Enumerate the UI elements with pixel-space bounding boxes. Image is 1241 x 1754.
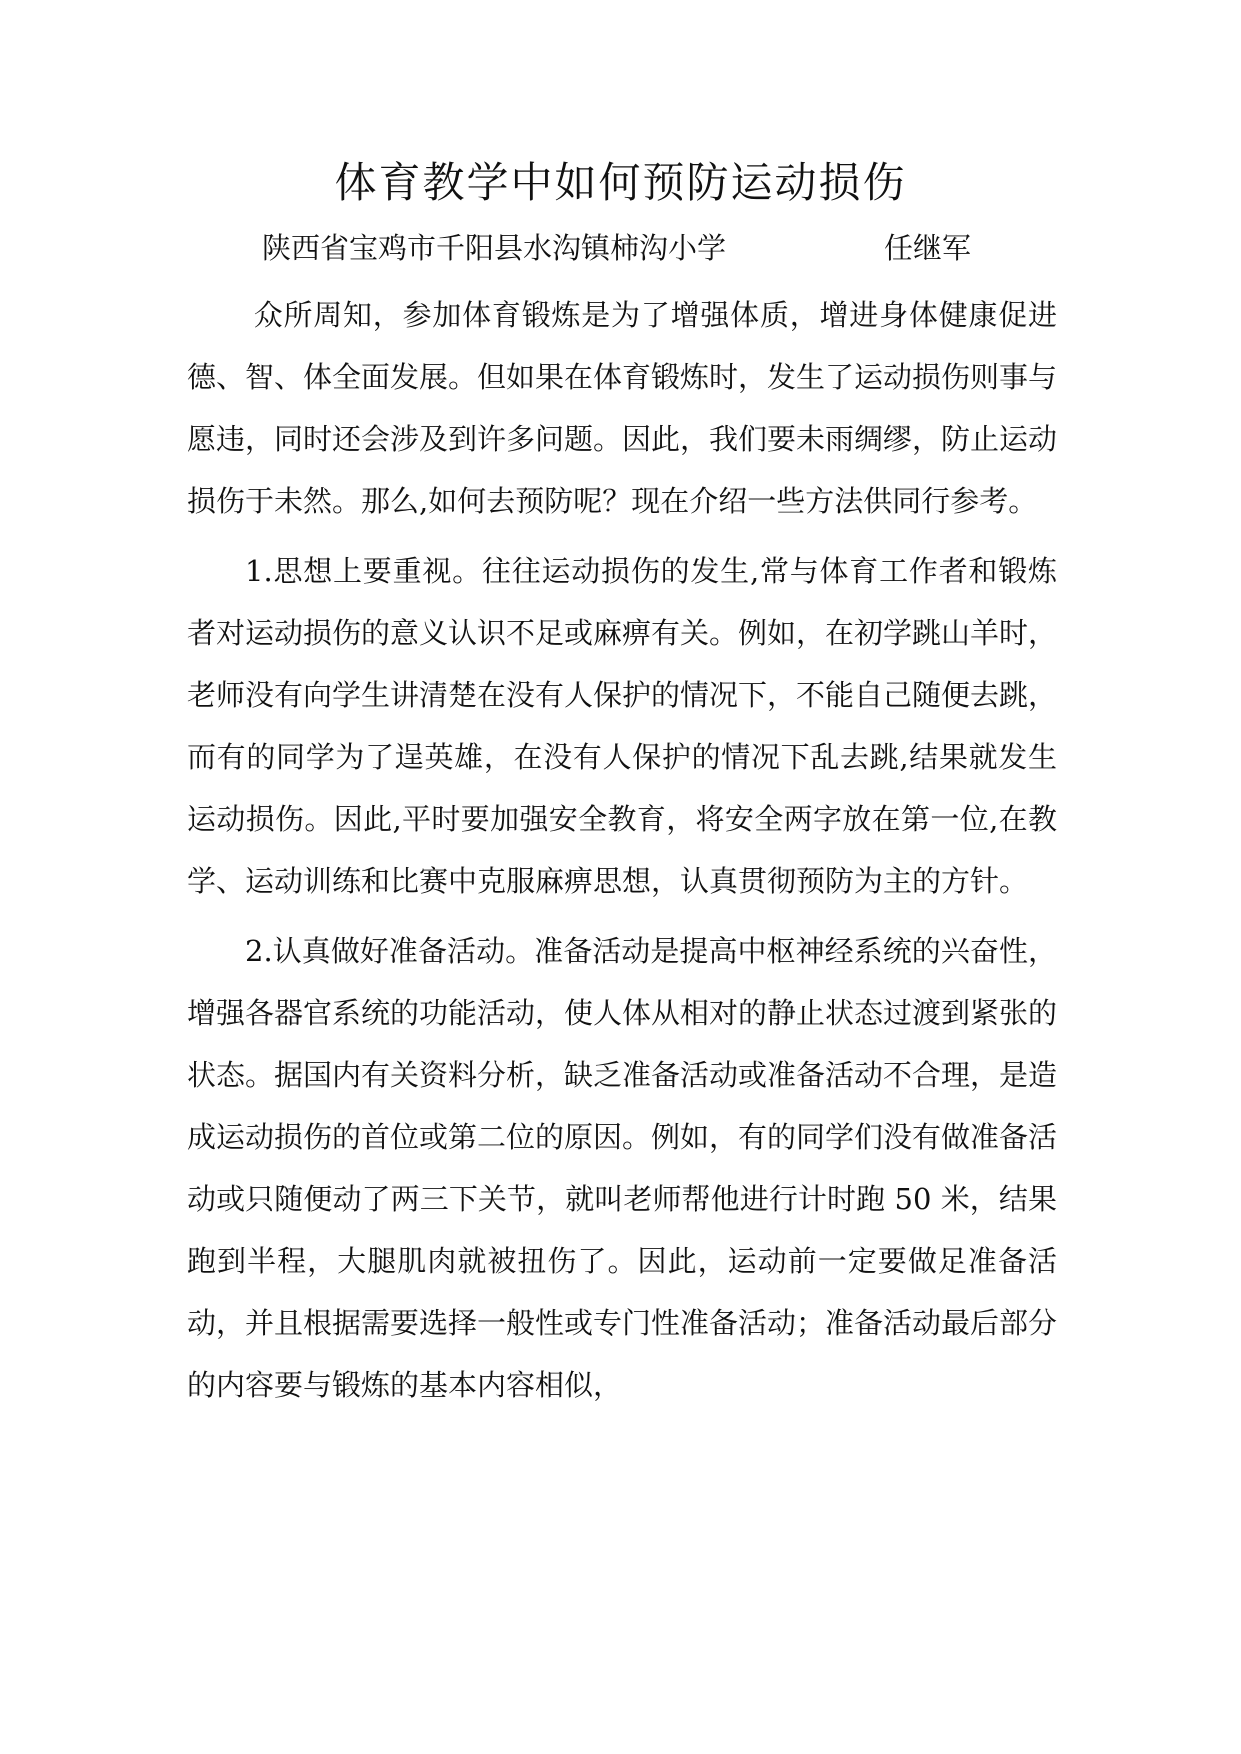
paragraph-point-2: 2.认真做好准备活动。准备活动是提高中枢神经系统的兴奋性，增强各器官系统的功能活动，使人体从相对的静止状态过渡到紧张的状态。据国内有关资料分析，缺乏准备活动或准备活动不合理，是造成运动损伤的首位或第二位的原因。例如，有的同学们没有做准备活动或只随便动了两三下关节，就叫老师帮他进行计时跑 50 米，结果跑到半程，大腿肌肉就被扭伤了。因此，运动前一定要做足准备活动，并且根据需要选择一般性或专门性准备活动；准备活动最后部分的内容要与锻炼的基本内容相似， bbox=[187, 934, 1058, 1402]
article-body bbox=[187, 284, 1057, 1416]
author-school: 陕西省宝鸡市千阳县水沟镇柿沟小学 bbox=[262, 231, 727, 265]
document-title: 体育教学中如何预防运动损伤 bbox=[334, 158, 907, 207]
author-name: 任继军 bbox=[884, 231, 972, 265]
paragraph-intro: 众所周知，参加体育锻炼是为了增强体质，增进身体健康促进德、智、体全面发展。但如果在体育锻炼时，发生了运动损伤则事与愿违，同时还会涉及到许多问题。因此，我们要未雨绸缪，防止运动损伤于未然。那么,如何去预防呢？现在介绍一些方法供同行参考。 bbox=[187, 298, 1058, 518]
paragraph-point-1: 1.思想上要重视。往往运动损伤的发生,常与体育工作者和锻炼者对运动损伤的意义认识不足或麻痹有关。例如，在初学跳山羊时，老师没有向学生讲清楚在没有人保护的情况下，不能自己随便去跳，而有的同学为了逞英雄，在没有人保护的情况下乱去跳,结果就发生运动损伤。因此,平时要加强安全教育，将安全两字放在第一位,在教学、运动训练和比赛中克服麻痹思想，认真贯彻预防为主的方针。 bbox=[187, 554, 1058, 898]
